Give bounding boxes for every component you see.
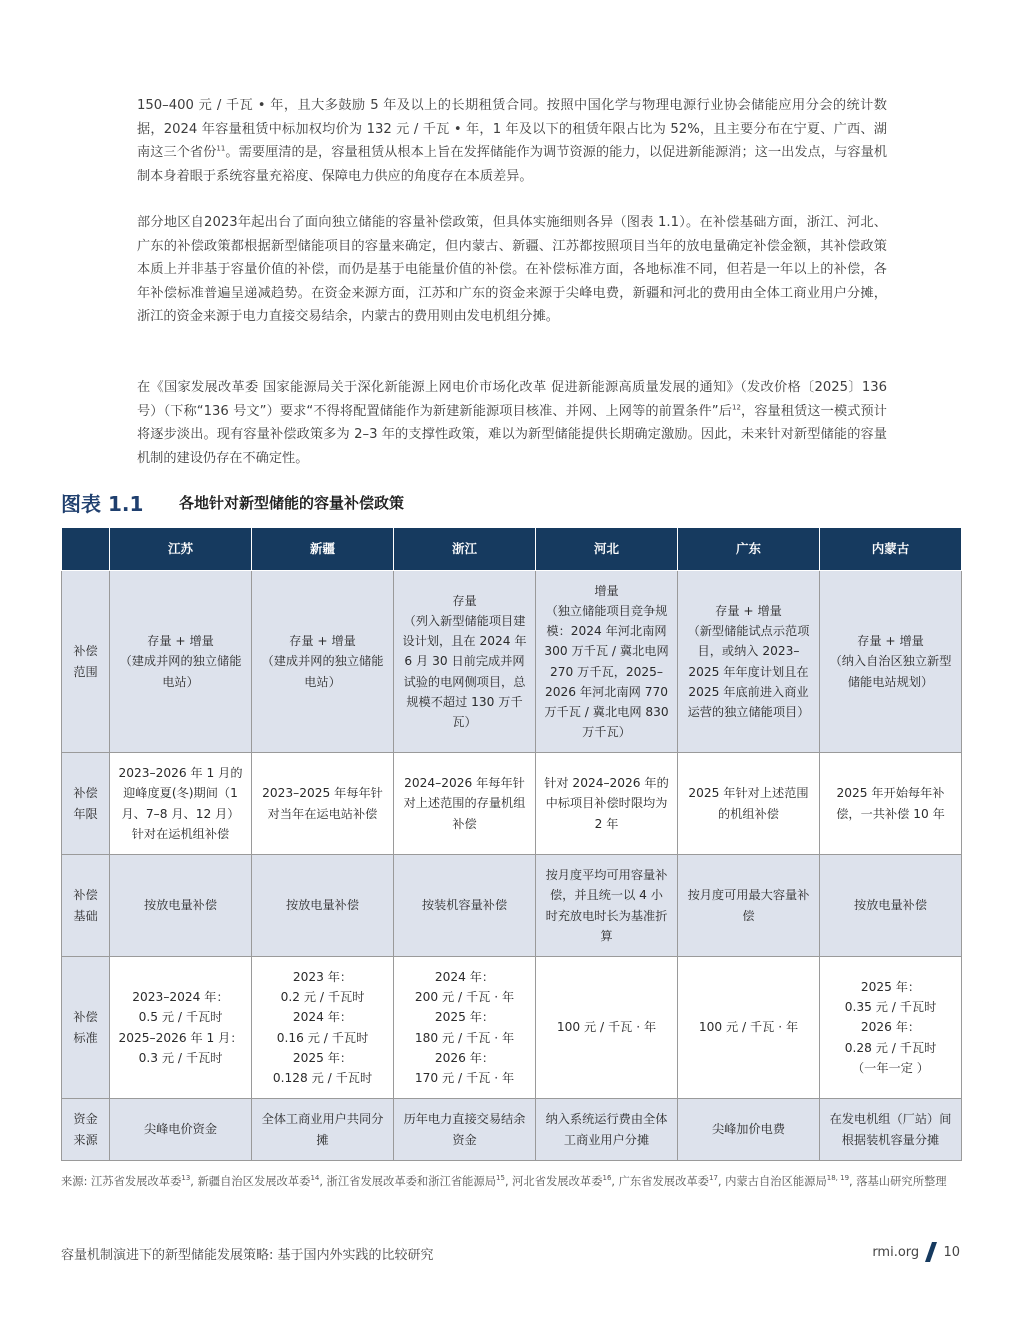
table-cell: 尖峰电价资金	[110, 1099, 252, 1161]
column-header-hebei: 河北	[536, 528, 678, 571]
footnote-ref[interactable]: 14	[310, 1174, 320, 1183]
table-cell: 2025 年开始每年补偿，一共补偿 10 年	[820, 753, 962, 855]
table-cell: 在发电机组（厂站）间根据装机容量分摊	[820, 1099, 962, 1161]
table-cell: 2024 年： 200 元 / 千瓦 · 年 2025 年： 180 元 / 千瓦 · 年 2026 年： 170 元 / 千瓦 · 年	[394, 957, 536, 1099]
source-text: , 浙江省发展改革委和浙江省能源局	[319, 1175, 497, 1188]
table-cell: 历年电力直接交易结余资金	[394, 1099, 536, 1161]
table-row-standard	[62, 957, 962, 1099]
table-cell: 存量 + 增量 （新型储能试点示范项目，或纳入 2023–2025 年年度计划且在 2025 年底前进入商业运营的独立储能项目）	[678, 571, 820, 753]
source-text: , 新疆自治区发展改革委	[190, 1175, 311, 1188]
table-cell: 2023–2025 年每年针对当年在运电站补偿	[252, 753, 394, 855]
column-header-jiangsu: 江苏	[110, 528, 252, 571]
column-header-guangdong: 广东	[678, 528, 820, 571]
table-header-corner	[62, 528, 110, 571]
row-header-scope: 补偿 范围	[62, 571, 110, 753]
figure-title: 各地针对新型储能的容量补偿政策	[179, 494, 405, 512]
slash-divider-icon	[925, 1242, 937, 1262]
table-cell: 存量 + 增量 （建成并网的独立储能电站）	[252, 571, 394, 753]
table-cell: 按月度可用最大容量补偿	[678, 855, 820, 957]
table-cell: 100 元 / 千瓦 · 年	[678, 957, 820, 1099]
row-header-funding: 资金 来源	[62, 1099, 110, 1161]
table-row-funding	[62, 1099, 962, 1161]
column-header-zhejiang: 浙江	[394, 528, 536, 571]
column-header-xinjiang: 新疆	[252, 528, 394, 571]
table-header-row	[62, 528, 962, 571]
source-text: , 河北省发展改革委	[504, 1175, 603, 1188]
source-text: , 落基山研究所整理	[849, 1175, 947, 1188]
footer-document-title: 容量机制演进下的新型储能发展策略: 基于国内外实践的比较研究	[61, 1248, 434, 1263]
table-cell: 按放电量补偿	[820, 855, 962, 957]
table-cell: 2023–2026 年 1 月的迎峰度夏(冬)期间（1 月、7–8 月、12 月）针对在运机组补偿	[110, 753, 252, 855]
table-cell: 尖峰加价电费	[678, 1099, 820, 1161]
table-cell: 存量 （列入新型储能项目建设计划，且在 2024 年 6 月 30 日前完成并网试验的电网侧项目，总规模不超过 130 万千瓦）	[394, 571, 536, 753]
footnote-ref[interactable]: 15	[496, 1174, 505, 1183]
table-row-basis	[62, 855, 962, 957]
table-cell: 2023–2024 年： 0.5 元 / 千瓦时 2025–2026 年 1 月： 0.3 元 / 千瓦时	[110, 957, 252, 1099]
paragraph-text: 。需要厘清的是，容量租赁从根本上旨在发挥储能作为调节资源的能力，以促进新能源消；这一出发点，与容量机制本身着眼于系统容量充裕度、保障电力供应的角度存在本质差异。	[137, 145, 888, 184]
footnote-ref[interactable]: 16	[602, 1174, 612, 1183]
page-number: 10	[943, 1244, 960, 1260]
table-cell: 2024–2026 年每年针对上述范围的存量机组补偿	[394, 753, 536, 855]
figure-label: 图表 1.1	[61, 492, 144, 516]
table-cell: 按放电量补偿	[110, 855, 252, 957]
source-text: 来源: 江苏省发展改革委	[61, 1175, 182, 1188]
body-paragraph-1	[137, 94, 887, 188]
paragraph-text: 150–400 元 / 千瓦 • 年，且大多鼓励 5 年及以上的长期租赁合同。按照中国化学与物理电源行业协会储能应用分会的统计数据，2024 年容量租赁中标加权均价为 132 元 / 千瓦 • 年，1 年及以下的租赁年限占比为 52%，且主要分布在宁夏、广西、湖南这三个省份	[137, 98, 887, 161]
footnote-ref[interactable]: 18, 19	[826, 1174, 850, 1183]
source-text: , 广东省发展改革委	[611, 1175, 709, 1188]
footer-site-link[interactable]: rmi.org	[872, 1244, 920, 1260]
table-cell: 100 元 / 千瓦 · 年	[536, 957, 678, 1099]
paragraph-text: 在《国家发展改革委 国家能源局关于深化新能源上网电价市场化改革 促进新能源高质量发展的通知》（发改价格〔2025〕136 号）（下称“136 号文”）要求“不得将配置储能作为新建新能源项目核准、并网、上网等的前置条件”后	[137, 380, 887, 419]
footnote-ref[interactable]: 11	[216, 144, 226, 153]
footer-page-info	[872, 1242, 960, 1262]
table-cell: 针对 2024–2026 年的中标项目补偿时限均为 2 年	[536, 753, 678, 855]
row-header-basis: 补偿 基础	[62, 855, 110, 957]
table-row-scope	[62, 571, 962, 753]
source-note	[61, 1171, 961, 1193]
body-paragraph-2	[137, 211, 887, 329]
table-cell: 按装机容量补偿	[394, 855, 536, 957]
row-header-standard: 补偿 标准	[62, 957, 110, 1099]
row-header-duration: 补偿 年限	[62, 753, 110, 855]
table-cell: 存量 + 增量 （建成并网的独立储能电站）	[110, 571, 252, 753]
paragraph-text: 部分地区自2023年起出台了面向独立储能的容量补偿政策，但具体实施细则各异（图表 1.1）。在补偿基础方面，浙江、河北、广东的补偿政策都根据新型储能项目的容量来确定，但内蒙古、新疆、江苏都按照项目当年的放电量确定补偿金额，其补偿政策本质上并非基于容量价值的补偿，而仍是基于电能量价值的补偿。在补偿标准方面，各地标准不同，但若是一年以上的补偿，各年补偿标准普遍呈递减趋势。在资金来源方面，江苏和广东的资金来源于尖峰电费，新疆和河北的费用由全体工商业用户分摊，浙江的资金来源于电力直接交易结余，内蒙古的费用则由发电机组分摊。	[137, 215, 887, 325]
table-cell: 纳入系统运行费由全体工商业用户分摊	[536, 1099, 678, 1161]
source-text: , 内蒙古自治区能源局	[717, 1175, 827, 1188]
footnote-ref[interactable]: 12	[731, 403, 741, 412]
table-cell: 按放电量补偿	[252, 855, 394, 957]
paragraph-text: ，容量租赁这一模式预计将逐步淡出。现有容量补偿政策多为 2–3 年的支撑性政策，难以为新型储能提供长期确定激励。因此，未来针对新型储能的容量机制的建设仍存在不确定性。	[137, 403, 887, 466]
table-cell: 按月度平均可用容量补偿，并且统一以 4 小时充放电时长为基准折算	[536, 855, 678, 957]
body-paragraph-3	[137, 376, 887, 470]
policy-table	[61, 527, 962, 1161]
column-header-neimenggu: 内蒙古	[820, 528, 962, 571]
table-cell: 2025 年： 0.35 元 / 千瓦时 2026 年： 0.28 元 / 千瓦时 （一年一定 ）	[820, 957, 962, 1099]
footnote-ref[interactable]: 17	[708, 1174, 718, 1183]
table-cell: 增量 （独立储能项目竞争规模：2024 年河北南网 300 万千瓦 / 冀北电网 270 万千瓦，2025–2026 年河北南网 770 万千瓦 / 冀北电网 830 万千瓦）	[536, 571, 678, 753]
table-row-duration	[62, 753, 962, 855]
footnote-ref[interactable]: 13	[181, 1174, 191, 1183]
table-cell: 2025 年针对上述范围的机组补偿	[678, 753, 820, 855]
table-cell: 存量 + 增量 （纳入自治区独立新型储能电站规划）	[820, 571, 962, 753]
table-cell: 2023 年： 0.2 元 / 千瓦时 2024 年： 0.16 元 / 千瓦时 2025 年： 0.128 元 / 千瓦时	[252, 957, 394, 1099]
table-cell: 全体工商业用户共同分摊	[252, 1099, 394, 1161]
